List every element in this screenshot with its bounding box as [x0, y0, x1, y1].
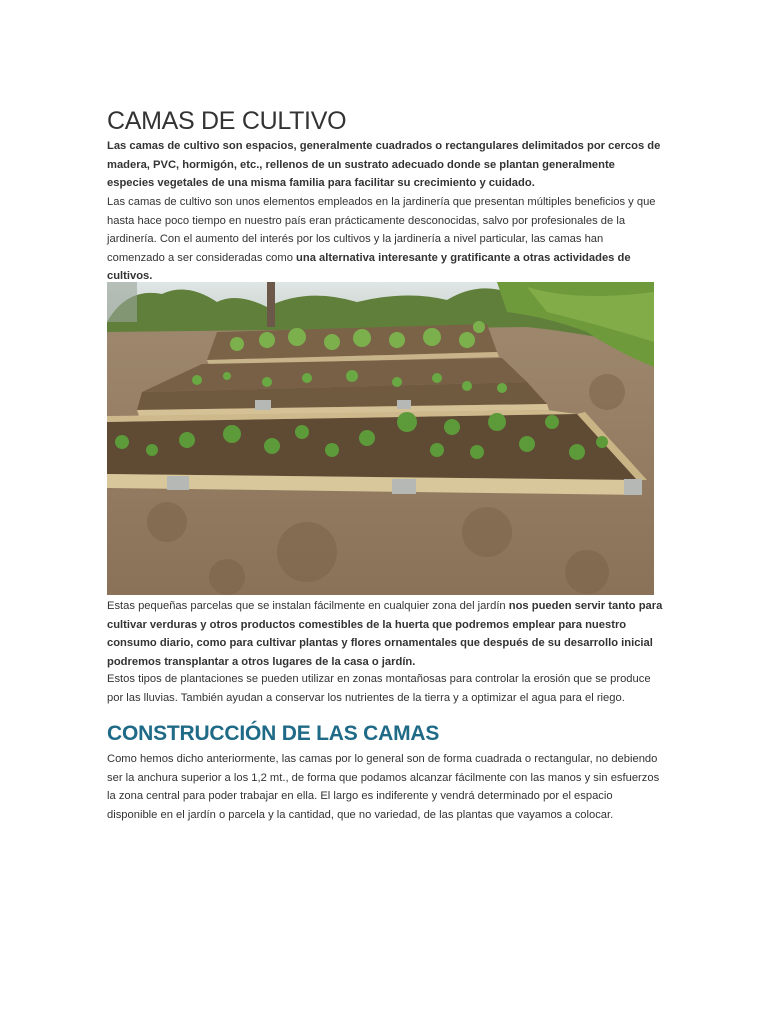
paragraph-benefits — [107, 193, 663, 286]
paragraph-uses-bold: nos pueden servir tanto para cultivar verduras y otros productos comestibles de la huerta que podremos emplear para nuestro consumo diario, como para cultivar plantas y flores ornamentales que después de su desarrollo inicial podremos transplantar a otros lugares de la casa o jardín. — [107, 600, 663, 668]
paragraph-benefits-text: Las camas de cultivo son unos elementos empleados en la jardinería que presentan múltiples beneficios y que hasta hace poco tiempo en nuestro país eran prácticamente desconocidas, salvo por profesionales de la jardinería. Con el aumento del interés por los cultivos y la jardinería a nivel particular, las camas han comenzado a ser consideradas como — [107, 196, 656, 264]
raised-garden-beds-photo — [107, 282, 654, 595]
intro-paragraph: Las camas de cultivo son espacios, generalmente cuadrados o rectangulares delimitados por cercos de madera, PVC, hormigón, etc., rellenos de un sustrato adecuado donde se plantan generalmente especies vegetales de una misma familia para facilitar su crecimiento y cuidado. — [107, 140, 661, 190]
paragraph-erosion: Estos tipos de plantaciones se pueden utilizar en zonas montañosas para controlar la erosión que se produce por las lluvias. También ayudan a conservar los nutrientes de la tierra y a optimizar el agua para el riego. — [107, 673, 651, 704]
paragraph-uses — [107, 597, 663, 671]
paragraph-uses-text: Estas pequeñas parcelas que se instalan fácilmente en cualquier zona del jardín — [107, 600, 509, 612]
paragraph-benefits-bold: una alternativa interesante y gratificante a otras actividades de cultivos. — [107, 251, 631, 283]
paragraph-construction: Como hemos dicho anteriormente, las camas por lo general son de forma cuadrada o rectangular, no debiendo ser la anchura superior a los 1,2 mt., de forma que podamos alcanzar fácilmente con las manos y sin esfuerzos la zona central para poder trabajar en ella. El largo es indiferente y vendrá determinado por el espacio disponible en el jardín o parcela y la cantidad, que no variedad, de las plantas que vayamos a colocar. — [107, 753, 660, 821]
section-heading: CONSTRUCCIÓN DE LAS CAMAS — [107, 722, 440, 745]
page-title: CAMAS DE CULTIVO — [107, 107, 347, 135]
